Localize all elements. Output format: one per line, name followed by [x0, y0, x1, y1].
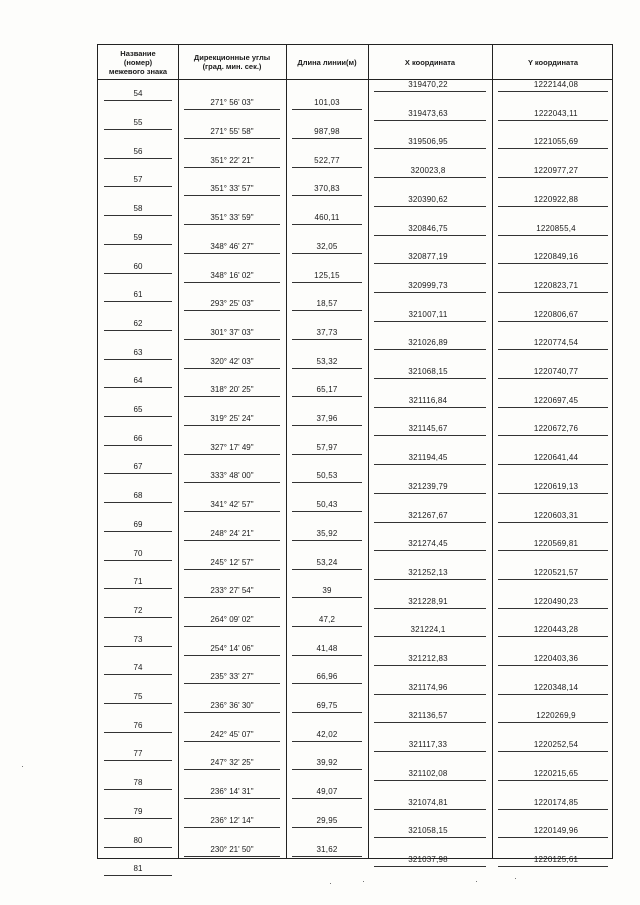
x-coordinate: 321174,96: [408, 682, 448, 692]
point-name: 79: [133, 806, 143, 816]
x-coordinate: 320846,75: [408, 223, 448, 233]
direction-angle: 351° 33' 59": [210, 213, 254, 223]
x-coordinate: 321007,11: [408, 309, 448, 319]
row-rule: [184, 827, 280, 828]
y-coordinate: 1220215,65: [533, 768, 579, 778]
y-coordinate: 1220521,57: [533, 567, 579, 577]
row-rule: [498, 694, 608, 695]
row-rule: [292, 540, 362, 541]
line-length: 101,03: [314, 98, 340, 108]
row-rule: [498, 292, 608, 293]
row-rule: [184, 224, 280, 225]
row-rule: [374, 694, 486, 695]
point-name: 60: [133, 261, 143, 271]
x-coordinate: 319506,95: [408, 137, 448, 147]
point-name: 67: [133, 462, 143, 472]
y-coordinate: 1222043,11: [534, 108, 578, 118]
row-rule: [374, 91, 486, 92]
x-coordinate: 321117,33: [408, 740, 448, 750]
row-rule: [292, 396, 362, 397]
row-rule: [498, 522, 608, 523]
row-rule: [292, 626, 362, 627]
y-coordinate: 1220403,36: [533, 654, 579, 663]
direction-angle: 348° 46' 27": [210, 241, 254, 251]
row-rule: [184, 138, 280, 139]
row-rule: [374, 321, 486, 322]
direction-angle: 341° 42' 57": [210, 500, 254, 510]
row-rule: [292, 769, 362, 770]
row-rule: [292, 712, 362, 713]
direction-angle: 242° 45' 07": [210, 729, 254, 739]
direction-angle: 348° 16' 02": [210, 270, 254, 280]
point-name: 61: [133, 290, 143, 300]
point-name: 74: [133, 663, 143, 673]
row-rule: [292, 167, 362, 168]
row-rule: [292, 224, 362, 225]
header-point-name: Название (номер) межевого знака: [108, 48, 168, 76]
row-rule: [498, 91, 608, 92]
direction-angle: 247° 32' 25": [210, 758, 254, 768]
direction-angle: 318° 20' 25": [210, 385, 254, 395]
row-rule: [184, 626, 280, 627]
row-rule: [184, 540, 280, 541]
row-rule: [184, 712, 280, 713]
row-rule: [374, 550, 486, 551]
scan-speck: [363, 881, 364, 882]
x-coordinate: 321068,15: [408, 367, 448, 376]
row-rule: [498, 866, 608, 867]
y-coordinate: 1220672,76: [533, 424, 579, 434]
x-coordinate: 320390,62: [408, 194, 448, 204]
x-coordinate: 321136,57: [408, 711, 448, 721]
line-length: 522,77: [314, 155, 340, 165]
row-rule: [104, 732, 172, 733]
scan-speck: [476, 881, 477, 882]
line-length: 29,95: [316, 815, 338, 825]
line-length: 69,75: [316, 701, 338, 711]
header-x-coordinate: X координата: [404, 57, 456, 67]
point-name: 77: [133, 749, 143, 759]
y-coordinate: 1220443,28: [533, 625, 579, 635]
line-length: 460,11: [314, 213, 340, 223]
row-rule: [498, 493, 608, 494]
row-rule: [374, 206, 486, 207]
point-name: 54: [133, 89, 143, 99]
row-rule: [374, 579, 486, 580]
direction-angle: 271° 56' 03": [210, 98, 254, 108]
table-header: [98, 45, 612, 80]
column-divider: [492, 45, 493, 858]
point-name: 72: [133, 605, 143, 615]
row-rule: [374, 809, 486, 810]
row-rule: [184, 741, 280, 742]
x-coordinate: 321239,79: [408, 481, 448, 491]
row-rule: [498, 349, 608, 350]
line-length: 53,32: [316, 356, 338, 366]
line-length: 987,98: [314, 127, 340, 137]
row-rule: [498, 464, 608, 465]
row-rule: [374, 780, 486, 781]
point-name: 56: [133, 146, 143, 156]
row-rule: [104, 330, 172, 331]
row-rule: [498, 148, 608, 149]
row-rule: [184, 310, 280, 311]
y-coordinate: 1220174,85: [533, 797, 579, 807]
row-rule: [104, 387, 172, 388]
direction-angle: 233° 27' 54": [210, 586, 254, 596]
row-rule: [374, 349, 486, 350]
row-rule: [292, 798, 362, 799]
row-rule: [374, 722, 486, 723]
row-rule: [498, 177, 608, 178]
direction-angle: 236° 36' 30": [210, 701, 254, 711]
line-length: 65,17: [316, 385, 338, 395]
line-length: 49,07: [316, 787, 338, 797]
row-rule: [374, 665, 486, 666]
row-rule: [104, 617, 172, 618]
y-coordinate: 1220823,71: [533, 280, 579, 290]
row-rule: [374, 378, 486, 379]
row-rule: [184, 396, 280, 397]
row-rule: [184, 798, 280, 799]
x-coordinate: 321026,89: [408, 338, 448, 348]
row-rule: [184, 597, 280, 598]
y-coordinate: 1222144,08: [533, 80, 579, 89]
direction-angle: 264° 09' 02": [210, 614, 254, 624]
direction-angle: 230° 21' 50": [210, 844, 254, 854]
row-rule: [104, 760, 172, 761]
direction-angle: 351° 33' 57": [210, 184, 254, 194]
line-length: 39: [322, 586, 332, 596]
point-name: 75: [133, 692, 143, 702]
row-rule: [104, 244, 172, 245]
row-rule: [374, 464, 486, 465]
row-rule: [292, 655, 362, 656]
row-rule: [184, 425, 280, 426]
row-rule: [292, 511, 362, 512]
y-coordinate: 1220641,44: [533, 453, 579, 463]
x-coordinate: 321228,91: [408, 596, 448, 606]
line-length: 42,02: [316, 729, 338, 739]
y-coordinate: 1220252,54: [533, 740, 579, 750]
x-coordinate: 321058,15: [408, 826, 448, 836]
row-rule: [104, 588, 172, 589]
y-coordinate: 1220619,13: [533, 481, 579, 491]
direction-angle: 236° 14' 31": [210, 787, 254, 797]
row-rule: [104, 100, 172, 101]
row-rule: [374, 292, 486, 293]
line-length: 66,96: [316, 672, 338, 682]
coordinates-table: [97, 44, 613, 874]
direction-angle: 271° 55' 58": [210, 127, 254, 137]
row-rule: [184, 339, 280, 340]
header-y-coordinate: Y координата: [527, 57, 579, 67]
line-length: 50,43: [316, 500, 338, 510]
y-coordinate: 1220348,14: [533, 682, 579, 692]
direction-angle: 351° 22' 21": [210, 155, 254, 165]
y-coordinate: 1220269,9: [536, 711, 576, 721]
row-rule: [292, 253, 362, 254]
line-length: 50,53: [316, 471, 338, 481]
row-rule: [374, 751, 486, 752]
row-rule: [374, 608, 486, 609]
row-rule: [498, 780, 608, 781]
row-rule: [292, 138, 362, 139]
row-rule: [184, 282, 280, 283]
line-length: 39,92: [316, 758, 338, 768]
x-coordinate: 321212,83: [408, 654, 448, 663]
direction-angle: 320° 42' 03": [210, 356, 254, 366]
y-coordinate: 1220490,23: [533, 596, 579, 606]
line-length: 57,97: [316, 442, 338, 452]
x-coordinate: 321145,67: [408, 424, 448, 434]
row-rule: [184, 167, 280, 168]
x-coordinate: 321274,45: [408, 539, 448, 549]
row-rule: [104, 560, 172, 561]
row-rule: [374, 407, 486, 408]
point-name: 65: [133, 405, 143, 415]
row-rule: [498, 550, 608, 551]
scan-speck: [330, 883, 331, 884]
header-direction-angle: Дирекционные углы (град. мин. сек.): [193, 53, 271, 71]
row-rule: [498, 722, 608, 723]
row-rule: [292, 195, 362, 196]
row-rule: [374, 177, 486, 178]
y-coordinate: 1220977,27: [533, 166, 579, 176]
y-coordinate: 1220855,4: [536, 223, 576, 233]
row-rule: [292, 454, 362, 455]
row-rule: [498, 751, 608, 752]
x-coordinate: 320023,8: [410, 166, 446, 176]
row-rule: [498, 378, 608, 379]
scan-speck: [515, 878, 516, 879]
row-rule: [292, 569, 362, 570]
row-rule: [104, 186, 172, 187]
row-rule: [498, 608, 608, 609]
row-rule: [184, 368, 280, 369]
row-rule: [104, 129, 172, 130]
row-rule: [104, 158, 172, 159]
row-rule: [498, 235, 608, 236]
row-rule: [184, 482, 280, 483]
row-rule: [184, 511, 280, 512]
x-coordinate: 321102,08: [408, 768, 448, 778]
line-length: 53,24: [316, 557, 338, 567]
row-rule: [104, 703, 172, 704]
point-name: 57: [133, 175, 143, 185]
row-rule: [498, 665, 608, 666]
column-divider: [368, 45, 369, 858]
row-rule: [374, 148, 486, 149]
column-divider: [178, 45, 179, 858]
row-rule: [104, 818, 172, 819]
row-rule: [292, 856, 362, 857]
x-coordinate: 321037,98: [408, 854, 448, 864]
direction-angle: 293° 25' 03": [210, 299, 254, 309]
point-name: 69: [133, 519, 143, 529]
direction-angle: 245° 12' 57": [210, 557, 254, 567]
direction-angle: 301° 37' 03": [210, 327, 254, 337]
row-rule: [498, 837, 608, 838]
row-rule: [498, 120, 608, 121]
direction-angle: 254° 14' 06": [210, 643, 254, 653]
row-rule: [292, 741, 362, 742]
direction-angle: 327° 17' 49": [210, 442, 254, 452]
x-coordinate: 321116,84: [408, 395, 448, 405]
x-coordinate: 321224,1: [410, 625, 446, 635]
y-coordinate: 1220149,96: [533, 826, 579, 836]
row-rule: [292, 109, 362, 110]
point-name: 68: [133, 491, 143, 501]
row-rule: [104, 445, 172, 446]
x-coordinate: 320877,19: [408, 252, 448, 262]
point-name: 70: [133, 548, 143, 558]
y-coordinate: 1220740,77: [533, 367, 579, 376]
row-rule: [292, 425, 362, 426]
point-name: 62: [133, 318, 143, 328]
x-coordinate: 321267,67: [408, 510, 448, 520]
point-name: 64: [133, 376, 143, 386]
row-rule: [498, 809, 608, 810]
row-rule: [184, 195, 280, 196]
row-rule: [374, 120, 486, 121]
line-length: 41,48: [316, 643, 338, 653]
row-rule: [104, 875, 172, 876]
direction-angle: 248° 24' 21": [210, 528, 254, 538]
x-coordinate: 321074,81: [408, 797, 448, 807]
line-length: 370,83: [314, 184, 340, 194]
row-rule: [104, 359, 172, 360]
row-rule: [184, 109, 280, 110]
direction-angle: 319° 25' 24": [210, 414, 254, 424]
row-rule: [104, 847, 172, 848]
point-name: 73: [133, 634, 143, 644]
row-rule: [498, 579, 608, 580]
row-rule: [104, 674, 172, 675]
row-rule: [104, 531, 172, 532]
line-length: 37,73: [316, 327, 338, 337]
x-coordinate: 319473,63: [408, 108, 448, 118]
point-name: 59: [133, 232, 143, 242]
row-rule: [292, 368, 362, 369]
point-name: 71: [133, 577, 143, 587]
y-coordinate: 1220849,16: [533, 252, 579, 262]
row-rule: [292, 310, 362, 311]
row-rule: [498, 263, 608, 264]
y-coordinate: 1220569,81: [533, 539, 579, 549]
y-coordinate: 1220806,67: [533, 309, 579, 319]
row-rule: [292, 827, 362, 828]
line-length: 47,2: [318, 614, 336, 624]
row-rule: [374, 235, 486, 236]
x-coordinate: 321194,45: [408, 453, 448, 463]
row-rule: [184, 683, 280, 684]
row-rule: [374, 263, 486, 264]
line-length: 32,05: [316, 241, 338, 251]
line-length: 18,57: [316, 299, 338, 309]
row-rule: [184, 569, 280, 570]
row-rule: [292, 282, 362, 283]
row-rule: [184, 253, 280, 254]
row-rule: [292, 482, 362, 483]
line-length: 37,96: [316, 414, 338, 424]
row-rule: [104, 789, 172, 790]
row-rule: [374, 636, 486, 637]
row-rule: [292, 339, 362, 340]
row-rule: [104, 502, 172, 503]
row-rule: [104, 646, 172, 647]
y-coordinate: 1220774,54: [533, 338, 579, 348]
x-coordinate: 320999,73: [408, 280, 448, 290]
y-coordinate: 1220125,61: [533, 854, 579, 864]
direction-angle: 235° 33' 27": [210, 672, 254, 682]
row-rule: [498, 407, 608, 408]
point-name: 81: [133, 864, 143, 874]
y-coordinate: 1220603,31: [533, 510, 579, 520]
line-length: 31,62: [316, 844, 338, 854]
scan-speck: [22, 766, 23, 767]
point-name: 80: [133, 835, 143, 845]
row-rule: [498, 321, 608, 322]
row-rule: [498, 435, 608, 436]
point-name: 76: [133, 720, 143, 730]
row-rule: [184, 856, 280, 857]
x-coordinate: 321252,13: [408, 567, 448, 577]
point-name: 63: [133, 347, 143, 357]
row-rule: [104, 416, 172, 417]
line-length: 125,15: [314, 270, 340, 280]
direction-angle: 236° 12' 14": [210, 815, 254, 825]
row-rule: [374, 837, 486, 838]
row-rule: [184, 655, 280, 656]
row-rule: [104, 301, 172, 302]
point-name: 66: [133, 433, 143, 443]
row-rule: [184, 769, 280, 770]
y-coordinate: 1220697,45: [533, 395, 579, 405]
row-rule: [104, 473, 172, 474]
row-rule: [374, 522, 486, 523]
row-rule: [292, 597, 362, 598]
y-coordinate: 1221055,69: [533, 137, 579, 147]
point-name: 58: [133, 204, 143, 214]
y-coordinate: 1220922,88: [533, 194, 579, 204]
row-rule: [374, 866, 486, 867]
header-line-length: Длина линии(м): [297, 57, 357, 67]
row-rule: [184, 454, 280, 455]
direction-angle: 333° 48' 00": [210, 471, 254, 481]
row-rule: [498, 636, 608, 637]
line-length: 35,92: [316, 528, 338, 538]
row-rule: [292, 683, 362, 684]
point-name: 78: [133, 778, 143, 788]
point-name: 55: [133, 118, 143, 128]
row-rule: [374, 435, 486, 436]
row-rule: [498, 206, 608, 207]
row-rule: [104, 215, 172, 216]
row-rule: [374, 493, 486, 494]
row-rule: [104, 273, 172, 274]
x-coordinate: 319470,22: [408, 80, 448, 89]
column-divider: [286, 45, 287, 858]
